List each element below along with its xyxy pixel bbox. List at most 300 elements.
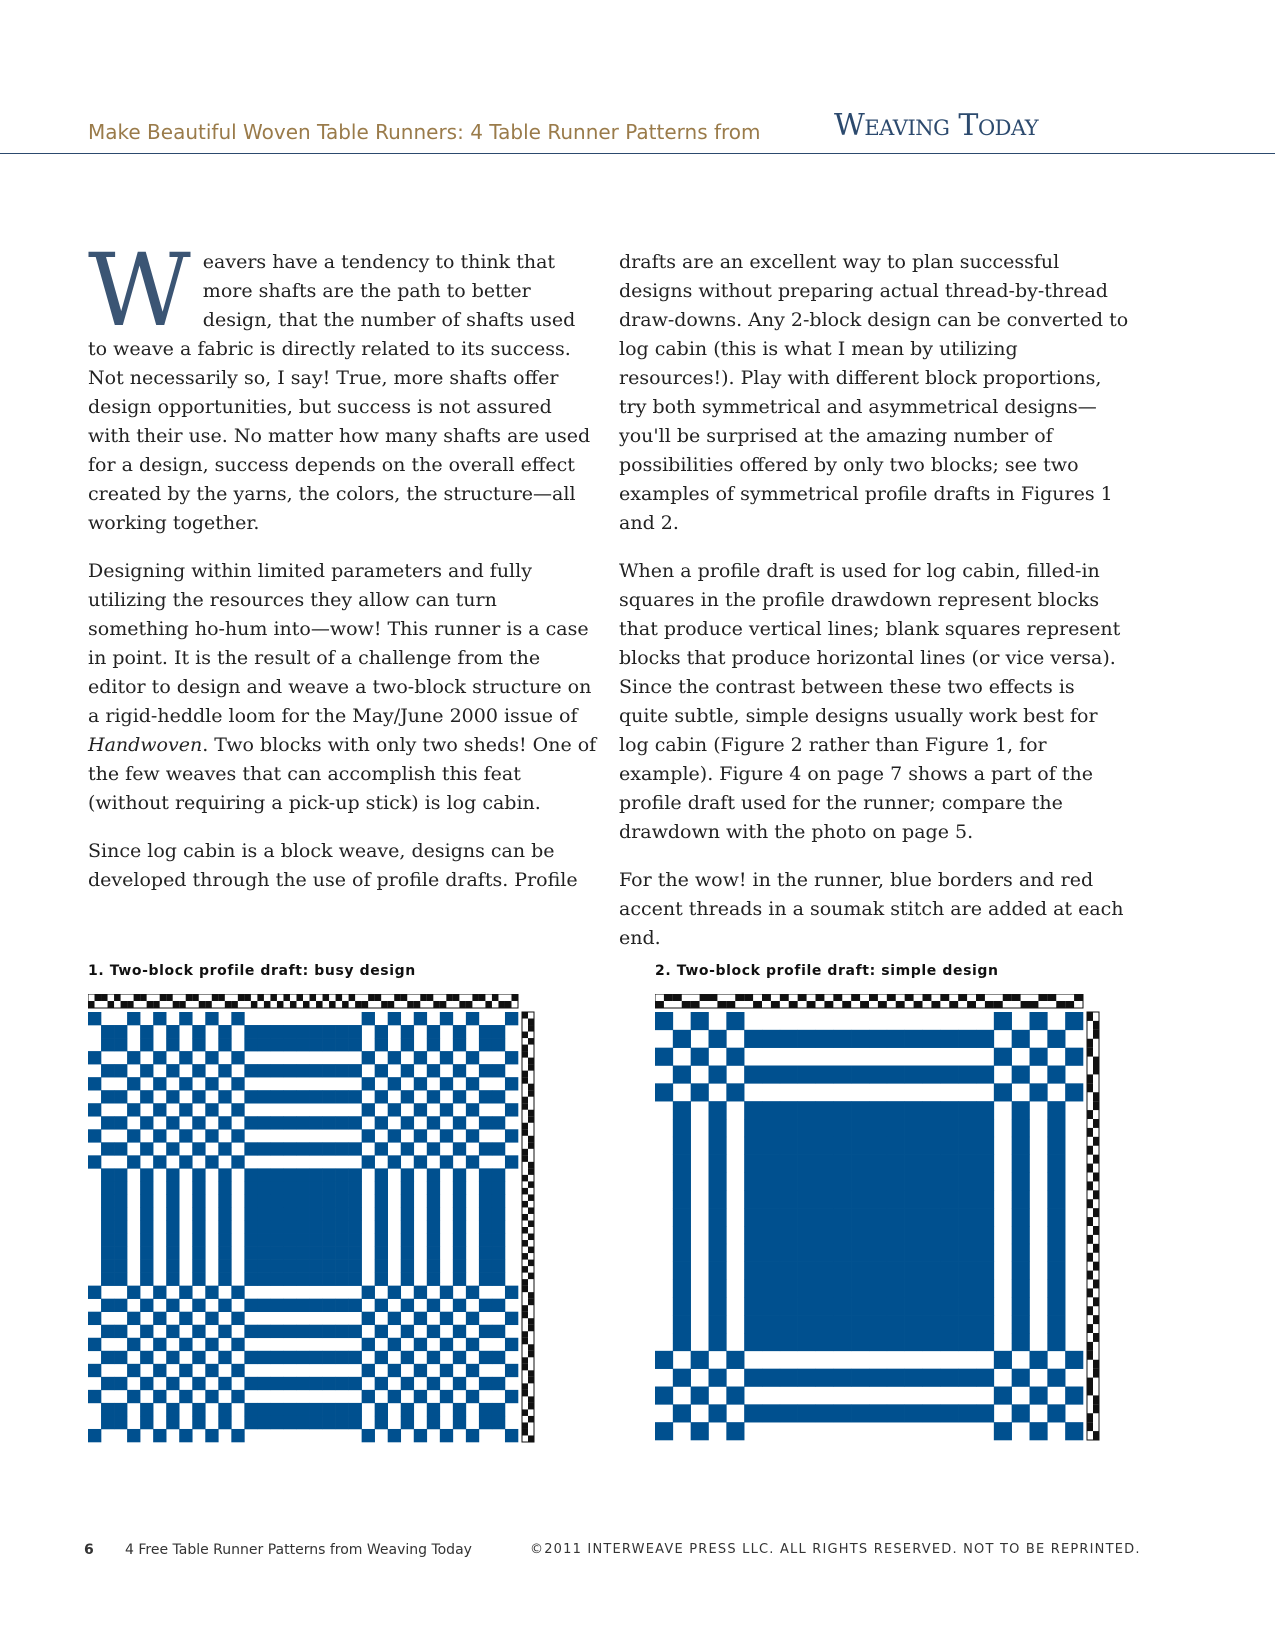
treadling-mark — [1093, 1173, 1099, 1182]
drawdown-cell — [283, 1377, 296, 1390]
drawdown-cell — [336, 1325, 349, 1338]
drawdown-cell — [362, 1129, 375, 1142]
drawdown-cell — [375, 1064, 388, 1077]
paragraph-4: drafts are an excellent way to plan successful designs without preparing actual thread-by-thread draw-downs. Any 2-block design can be converted to log cabin (this is what I mean by utilizing resources!). Play with different block proportions, try both symmetrical and asymmetrical designs—you'll be surprised at the amazing number of possibilities offered by only two blocks; see two examples of symmetrical profile drafts in Figures 1 and 2. — [619, 251, 1129, 534]
drawdown-cell — [798, 1244, 816, 1262]
drawdown-cell — [744, 1066, 762, 1084]
treadling-mark — [522, 1123, 528, 1130]
drawdown-cell — [310, 1325, 323, 1338]
drawdown-cell — [296, 1207, 309, 1220]
treadling-mark — [1087, 1199, 1093, 1208]
drawdown-cell — [205, 1390, 218, 1403]
treadling-mark — [1093, 1404, 1099, 1413]
drawdown-cell — [691, 1083, 709, 1101]
treadling-mark — [528, 1064, 534, 1071]
treadling-mark — [522, 1071, 528, 1078]
treadling-mark — [1093, 1226, 1099, 1235]
drawdown-cell — [505, 1390, 518, 1403]
threading-mark — [173, 1001, 180, 1008]
threading-mark — [1065, 1001, 1074, 1008]
drawdown-cell — [1012, 1404, 1030, 1422]
drawdown-cell — [127, 1338, 140, 1351]
treadling-mark — [1093, 1137, 1099, 1146]
drawdown-cell — [923, 1280, 941, 1298]
drawdown-cell — [780, 1190, 798, 1208]
drawdown-cell — [296, 1025, 309, 1038]
drawdown-cell — [453, 1325, 466, 1338]
drawdown-cell — [905, 1244, 923, 1262]
drawdown-cell — [388, 1051, 401, 1064]
drawdown-cell — [336, 1168, 349, 1181]
drawdown-cell — [709, 1173, 727, 1191]
drawdown-cell — [466, 1077, 479, 1090]
drawdown-cell — [440, 1286, 453, 1299]
drawdown-cell — [88, 1051, 101, 1064]
drawdown-cell — [101, 1064, 114, 1077]
drawdown-cell — [179, 1051, 192, 1064]
drawdown-cell — [296, 1351, 309, 1364]
drawdown-cell — [798, 1333, 816, 1351]
drawdown-cell — [414, 1155, 427, 1168]
drawdown-cell — [505, 1129, 518, 1142]
copyright-notice: ©2011 INTERWEAVE PRESS LLC. ALL RIGHTS RESERVED. NOT TO BE REPRINTED. — [530, 1542, 1141, 1557]
drawdown-cell — [310, 1273, 323, 1286]
drawdown-cell — [205, 1286, 218, 1299]
drawdown-cell — [205, 1103, 218, 1116]
drawdown-cell — [492, 1220, 505, 1233]
drawdown-cell — [905, 1137, 923, 1155]
threading-mark — [1003, 994, 1012, 1001]
drawdown-cell — [283, 1234, 296, 1247]
treadling-mark — [1087, 1217, 1093, 1226]
drawdown-cell — [427, 1064, 440, 1077]
drawdown-cell — [1047, 1404, 1065, 1422]
drawdown-cell — [179, 1286, 192, 1299]
drawdown-cell — [114, 1247, 127, 1260]
threading-mark — [985, 1001, 994, 1008]
drawdown-cell — [101, 1325, 114, 1338]
treadling-mark — [522, 1097, 528, 1104]
drawdown-cell — [192, 1220, 205, 1233]
footer-title: 4 Free Table Runner Patterns from Weaving Today — [125, 1542, 472, 1558]
drawdown-cell — [283, 1273, 296, 1286]
drawdown-cell — [192, 1260, 205, 1273]
drawdown-cell — [310, 1299, 323, 1312]
drawdown-cell — [492, 1234, 505, 1247]
drawdown-cell — [153, 1012, 166, 1025]
drawdown-cell — [244, 1260, 257, 1273]
threading-mark — [355, 1001, 362, 1008]
threading-mark — [277, 1001, 284, 1008]
treadling-mark — [1093, 1395, 1099, 1404]
drawdown-cell — [101, 1403, 114, 1416]
treadling-mark — [522, 1155, 528, 1162]
threading-mark — [789, 1001, 798, 1008]
drawdown-cell — [401, 1038, 414, 1051]
drawdown-cell — [114, 1403, 127, 1416]
drawdown-cell — [976, 1155, 994, 1173]
drawdown-cell — [762, 1101, 780, 1119]
drawdown-cell — [762, 1173, 780, 1191]
drawdown-cell — [466, 1338, 479, 1351]
drawdown-cell — [414, 1051, 427, 1064]
drawdown-cell — [479, 1299, 492, 1312]
drawdown-cell — [323, 1168, 336, 1181]
threading-mark — [726, 1001, 735, 1008]
drawdown-cell — [833, 1369, 851, 1387]
drawdown-cell — [231, 1286, 244, 1299]
drawdown-cell — [257, 1064, 270, 1077]
drawdown-cell — [466, 1364, 479, 1377]
threading-mark — [310, 994, 317, 1001]
drawdown-cell — [923, 1119, 941, 1137]
drawdown-cell — [323, 1025, 336, 1038]
drawdown-cell — [958, 1030, 976, 1048]
drawdown-cell — [505, 1012, 518, 1025]
drawdown-cell — [192, 1207, 205, 1220]
drawdown-cell — [833, 1101, 851, 1119]
drawdown-cell — [257, 1260, 270, 1273]
drawdown-cell — [296, 1416, 309, 1429]
drawdown-cell — [1047, 1244, 1065, 1262]
drawdown-cell — [323, 1403, 336, 1416]
drawdown-cell — [414, 1429, 427, 1442]
drawdown-cell — [179, 1364, 192, 1377]
drawdown-cell — [851, 1262, 869, 1280]
threading-mark — [101, 994, 108, 1001]
drawdown-cell — [673, 1226, 691, 1244]
threading-mark — [700, 994, 709, 1001]
threading-mark — [388, 1001, 395, 1008]
drawdown-cell — [709, 1137, 727, 1155]
drawdown-cell — [349, 1377, 362, 1390]
drawdown-cell — [140, 1377, 153, 1390]
drawdown-cell — [816, 1297, 834, 1315]
drawdown-cell — [440, 1390, 453, 1403]
drawdown-cell — [166, 1416, 179, 1429]
drawdown-cell — [940, 1369, 958, 1387]
threading-mark — [401, 994, 408, 1001]
drawdown-cell — [101, 1377, 114, 1390]
drawdown-cell — [88, 1286, 101, 1299]
threading-mark — [459, 1001, 466, 1008]
drawdown-cell — [709, 1369, 727, 1387]
treadling-mark — [522, 1032, 528, 1039]
drawdown-cell — [1065, 1012, 1083, 1030]
drawdown-cell — [762, 1066, 780, 1084]
drawdown-cell — [1012, 1030, 1030, 1048]
drawdown-cell — [427, 1299, 440, 1312]
treadling-mark — [1087, 1048, 1093, 1057]
treadling-mark — [528, 1396, 534, 1403]
drawdown-cell — [179, 1338, 192, 1351]
drawdown-cell — [479, 1207, 492, 1220]
drawdown-cell — [466, 1155, 479, 1168]
drawdown-cell — [375, 1194, 388, 1207]
drawdown-cell — [427, 1142, 440, 1155]
treadling-mark — [1087, 1146, 1093, 1155]
drawdown-cell — [1047, 1066, 1065, 1084]
drawdown-cell — [192, 1116, 205, 1129]
drawdown-cell — [479, 1260, 492, 1273]
drawdown-cell — [869, 1280, 887, 1298]
drawdown-cell — [401, 1299, 414, 1312]
treadling-mark — [1087, 1074, 1093, 1083]
drawdown-cell — [140, 1247, 153, 1260]
drawdown-cell — [401, 1025, 414, 1038]
drawdown-cell — [114, 1260, 127, 1273]
drawdown-cell — [492, 1181, 505, 1194]
drawdown-cell — [218, 1142, 231, 1155]
drawdown-cell — [780, 1262, 798, 1280]
drawdown-cell — [440, 1312, 453, 1325]
drawdown-cell — [798, 1297, 816, 1315]
drawdown-cell — [726, 1083, 744, 1101]
drawdown-cell — [851, 1030, 869, 1048]
drawdown-cell — [492, 1142, 505, 1155]
drawdown-cell — [362, 1312, 375, 1325]
drawdown-cell — [401, 1403, 414, 1416]
drawdown-cell — [257, 1090, 270, 1103]
drawdown-cell — [349, 1168, 362, 1181]
drawdown-cell — [283, 1181, 296, 1194]
drawdown-cell — [958, 1262, 976, 1280]
drawdown-cell — [709, 1066, 727, 1084]
drawdown-cell — [401, 1064, 414, 1077]
drawdown-cell — [283, 1260, 296, 1273]
drawdown-cell — [375, 1220, 388, 1233]
drawdown-cell — [466, 1103, 479, 1116]
treadling-mark — [528, 1247, 534, 1254]
drawdown-cell — [1012, 1297, 1030, 1315]
drawdown-cell — [349, 1116, 362, 1129]
drawdown-cell — [994, 1422, 1012, 1440]
drawdown-cell — [453, 1260, 466, 1273]
drawdown-cell — [453, 1207, 466, 1220]
drawdown-cell — [257, 1403, 270, 1416]
treadling-mark — [528, 1325, 534, 1332]
drawdown-cell — [362, 1286, 375, 1299]
drawdown-cell — [296, 1064, 309, 1077]
drawdown-cell — [140, 1299, 153, 1312]
drawdown-cell — [257, 1351, 270, 1364]
drawdown-cell — [869, 1262, 887, 1280]
treadling-mark — [1093, 1066, 1099, 1075]
drawdown-cell — [205, 1051, 218, 1064]
drawdown-cell — [958, 1208, 976, 1226]
drawdown-cell — [427, 1247, 440, 1260]
drawdown-cell — [257, 1325, 270, 1338]
drawdown-cell — [709, 1280, 727, 1298]
drawdown-cell — [362, 1077, 375, 1090]
drawdown-cell — [762, 1315, 780, 1333]
drawdown-cell — [153, 1129, 166, 1142]
drawdown-cell — [401, 1260, 414, 1273]
drawdown-cell — [414, 1390, 427, 1403]
drawdown-cell — [310, 1220, 323, 1233]
treadling-mark — [522, 1077, 528, 1084]
drawdown-cell — [466, 1012, 479, 1025]
drawdown-cell — [958, 1173, 976, 1191]
drawdown-cell — [336, 1181, 349, 1194]
drawdown-cell — [257, 1273, 270, 1286]
treadling-mark — [1087, 1012, 1093, 1021]
drawdown-cell — [833, 1137, 851, 1155]
drawdown-cell — [114, 1181, 127, 1194]
drawdown-cell — [816, 1173, 834, 1191]
drawdown-cell — [153, 1286, 166, 1299]
treadling-mark — [522, 1175, 528, 1182]
drawdown-cell — [179, 1129, 192, 1142]
drawdown-cell — [479, 1325, 492, 1338]
drawdown-cell — [492, 1247, 505, 1260]
drawdown-cell — [440, 1155, 453, 1168]
drawdown-cell — [427, 1168, 440, 1181]
drawdown-cell — [905, 1369, 923, 1387]
drawdown-cell — [958, 1333, 976, 1351]
drawdown-cell — [673, 1333, 691, 1351]
drawdown-cell — [744, 1226, 762, 1244]
drawdown-cell — [283, 1416, 296, 1429]
drawdown-cell — [192, 1299, 205, 1312]
drawdown-cell — [479, 1416, 492, 1429]
drawdown-cell — [427, 1207, 440, 1220]
drawdown-cell — [887, 1190, 905, 1208]
treadling-mark — [528, 1090, 534, 1097]
drawdown-cell — [296, 1377, 309, 1390]
drawdown-cell — [114, 1377, 127, 1390]
threading-mark — [420, 994, 427, 1001]
drawdown-cell — [453, 1273, 466, 1286]
treadling-mark — [1087, 1271, 1093, 1280]
threading-mark — [842, 1001, 851, 1008]
drawdown-cell — [388, 1390, 401, 1403]
drawdown-cell — [492, 1299, 505, 1312]
drawdown-cell — [923, 1244, 941, 1262]
drawdown-cell — [833, 1226, 851, 1244]
drawdown-cell — [166, 1351, 179, 1364]
drawdown-cell — [923, 1190, 941, 1208]
drawdown-cell — [958, 1137, 976, 1155]
drawdown-cell — [1030, 1351, 1048, 1369]
drawdown-cell — [869, 1208, 887, 1226]
drawdown-cell — [673, 1155, 691, 1173]
drawdown-cell — [816, 1066, 834, 1084]
threading-mark — [95, 994, 102, 1001]
drawdown-cell — [869, 1155, 887, 1173]
drawdown-cell — [427, 1377, 440, 1390]
drawdown-cell — [336, 1403, 349, 1416]
drawdown-cell — [505, 1364, 518, 1377]
drawdown-cell — [101, 1220, 114, 1233]
drawdown-cell — [375, 1351, 388, 1364]
treadling-mark — [522, 1103, 528, 1110]
treadling-mark — [1087, 1253, 1093, 1262]
drawdown-cell — [140, 1194, 153, 1207]
drawdown-cell — [244, 1116, 257, 1129]
drawdown-cell — [114, 1064, 127, 1077]
drawdown-cell — [958, 1066, 976, 1084]
drawdown-cell — [816, 1137, 834, 1155]
drawdown-cell — [780, 1280, 798, 1298]
drawdown-cell — [905, 1208, 923, 1226]
treadling-mark — [528, 1136, 534, 1143]
drawdown-cell — [401, 1142, 414, 1155]
drawdown-cell — [816, 1333, 834, 1351]
drawdown-cell — [414, 1129, 427, 1142]
treadling-mark — [1087, 1342, 1093, 1351]
drawdown-cell — [691, 1012, 709, 1030]
drawdown-cell — [231, 1390, 244, 1403]
drawdown-cell — [310, 1181, 323, 1194]
drawdown-cell — [479, 1351, 492, 1364]
drawdown-cell — [375, 1299, 388, 1312]
drawdown-cell — [362, 1012, 375, 1025]
threading-mark — [914, 1001, 923, 1008]
drawdown-cell — [673, 1297, 691, 1315]
drawdown-cell — [401, 1194, 414, 1207]
drawdown-cell — [283, 1220, 296, 1233]
drawdown-cell — [780, 1297, 798, 1315]
drawdown-cell — [231, 1051, 244, 1064]
treadling-mark — [1087, 1235, 1093, 1244]
drawdown-cell — [270, 1377, 283, 1390]
drawdown-cell — [101, 1207, 114, 1220]
treadling-mark — [1087, 1306, 1093, 1315]
threading-mark — [244, 994, 251, 1001]
drawdown-cell — [440, 1429, 453, 1442]
drawdown-cell — [798, 1137, 816, 1155]
drawdown-cell — [257, 1299, 270, 1312]
drawdown-cell — [869, 1297, 887, 1315]
threading-mark — [225, 1001, 232, 1008]
drawdown-cell — [976, 1244, 994, 1262]
threading-mark — [1012, 994, 1021, 1001]
drawdown-cell — [479, 1038, 492, 1051]
drawdown-cell — [257, 1194, 270, 1207]
drawdown-cell — [691, 1422, 709, 1440]
drawdown-cell — [958, 1226, 976, 1244]
drawdown-cell — [244, 1220, 257, 1233]
treadling-mark — [1093, 1297, 1099, 1306]
drawdown-cell — [244, 1325, 257, 1338]
drawdown-cell — [349, 1038, 362, 1051]
drawdown-cell — [958, 1101, 976, 1119]
drawdown-cell — [101, 1273, 114, 1286]
drawdown-cell — [270, 1194, 283, 1207]
threading-mark — [682, 1001, 691, 1008]
drawdown-cell — [1012, 1155, 1030, 1173]
drawdown-cell — [1012, 1262, 1030, 1280]
drawdown-cell — [296, 1194, 309, 1207]
drawdown-cell — [231, 1364, 244, 1377]
drawdown-cell — [691, 1048, 709, 1066]
drawdown-cell — [780, 1173, 798, 1191]
drawdown-cell — [453, 1403, 466, 1416]
drawdown-cell — [958, 1280, 976, 1298]
drawdown-cell — [296, 1273, 309, 1286]
drawdown-cell — [1065, 1048, 1083, 1066]
drawdown-cell — [505, 1286, 518, 1299]
treadling-mark — [1093, 1369, 1099, 1378]
drawdown-cell — [744, 1190, 762, 1208]
threading-mark — [1047, 994, 1056, 1001]
drawdown-cell — [492, 1416, 505, 1429]
drawdown-cell — [140, 1090, 153, 1103]
drawdown-cell — [283, 1064, 296, 1077]
drawdown-cell — [323, 1351, 336, 1364]
drawdown-cell — [101, 1247, 114, 1260]
